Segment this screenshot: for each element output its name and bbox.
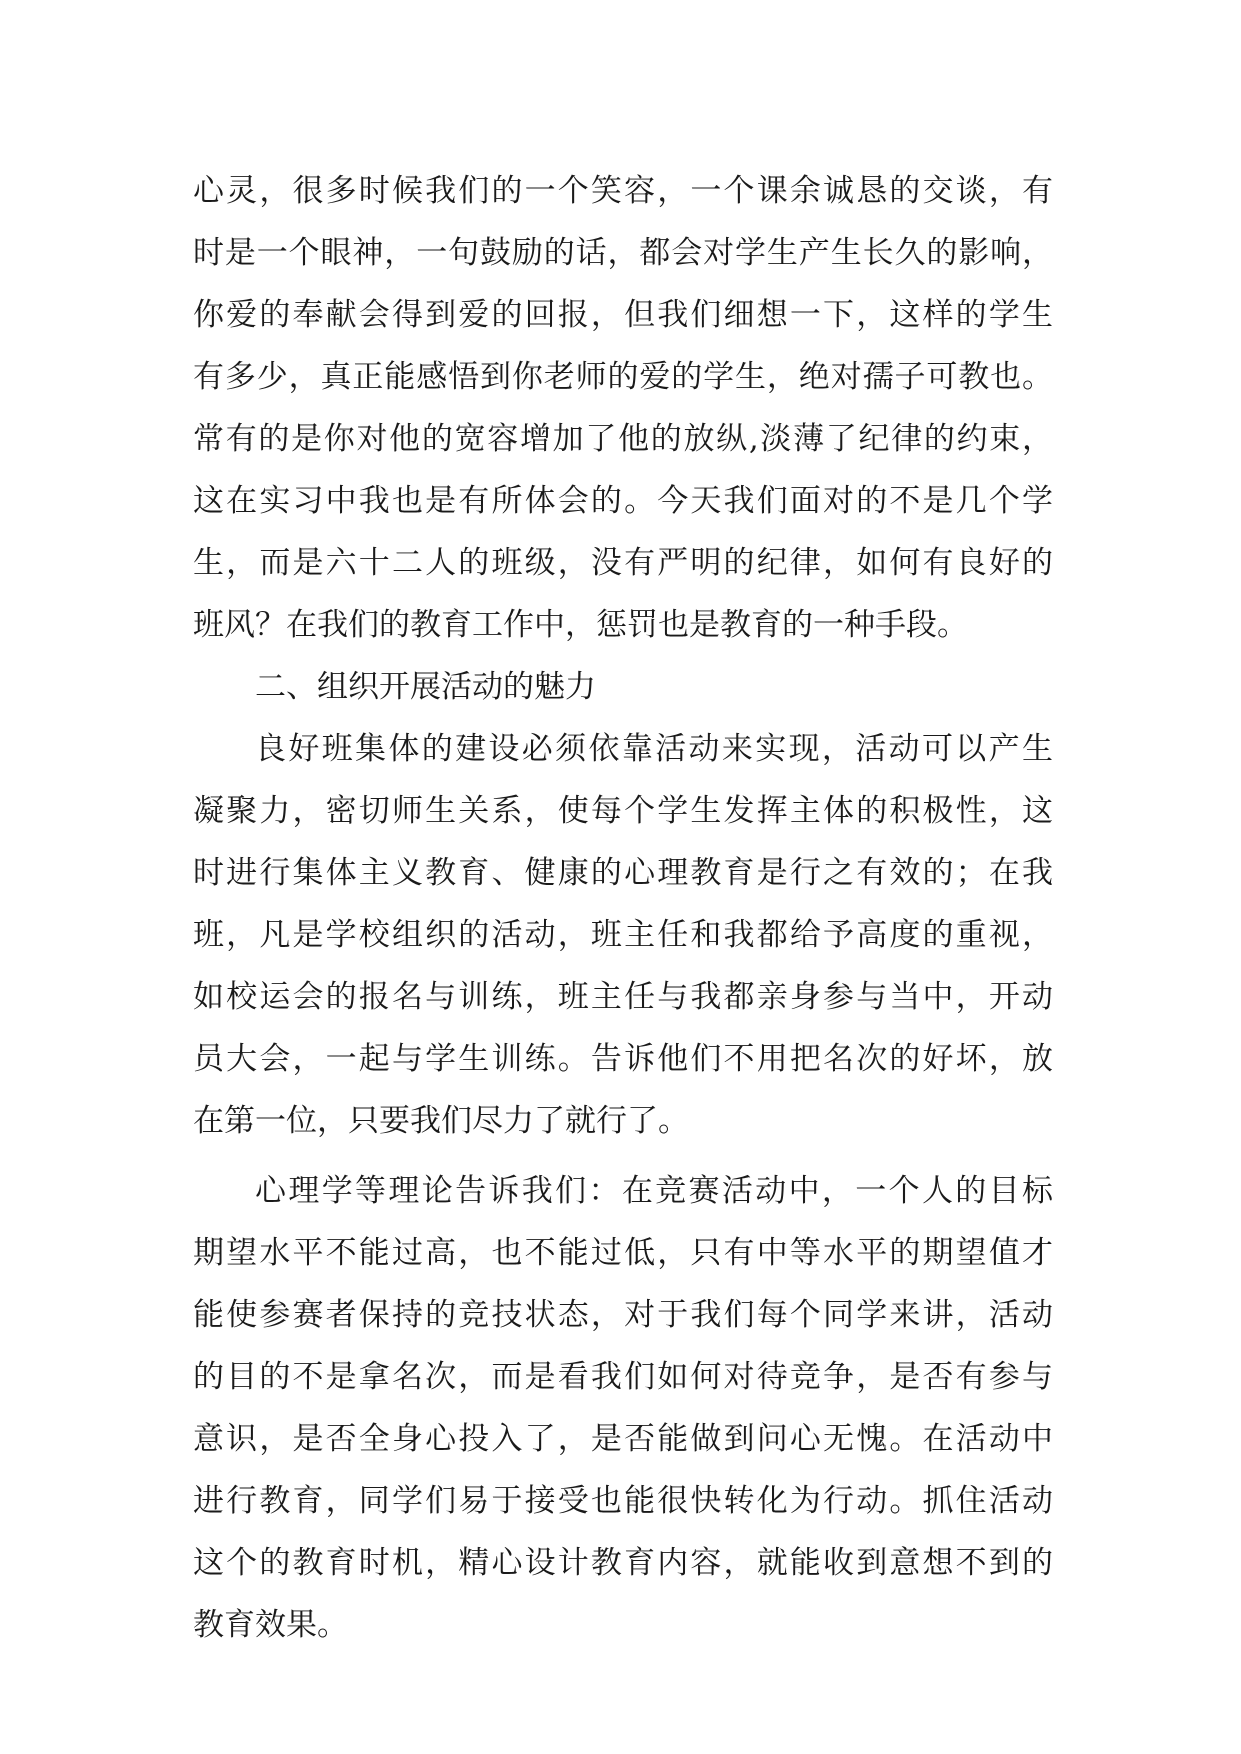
text-line: 你爱的奉献会得到爱的回报，但我们细想一下，这样的学生 <box>193 297 1053 333</box>
text-line: 心灵，很多时候我们的一个笑容，一个课余诚恳的交谈，有 <box>193 173 1053 209</box>
text-line: 教育效果。 <box>193 1607 348 1643</box>
paragraph-3 <box>193 1160 1053 1656</box>
text-line: 时是一个眼神，一句鼓励的话，都会对学生产生长久的影响， <box>193 235 1053 271</box>
section-heading: 二、组织开展活动的魅力 <box>255 669 596 705</box>
text-line: 如校运会的报名与训练，班主任与我都亲身参与当中，开动 <box>193 979 1053 1015</box>
document-body <box>193 160 1053 1656</box>
text-line: 期望水平不能过高，也不能过低，只有中等水平的期望值才 <box>193 1235 1053 1271</box>
text-line: 在第一位，只要我们尽力了就行了。 <box>193 1103 689 1139</box>
text-line: 进行教育，同学们易于接受也能很快转化为行动。抓住活动 <box>193 1483 1053 1519</box>
text-line: 生，而是六十二人的班级，没有严明的纪律，如何有良好的 <box>193 545 1053 581</box>
paragraph-spacer <box>193 1152 1053 1160</box>
text-line: 班风？在我们的教育工作中，惩罚也是教育的一种手段。 <box>193 607 968 643</box>
text-line: 这在实习中我也是有所体会的。今天我们面对的不是几个学 <box>193 483 1053 519</box>
text-line: 心理学等理论告诉我们：在竞赛活动中，一个人的目标 <box>255 1173 1053 1209</box>
text-line: 凝聚力，密切师生关系，使每个学生发挥主体的积极性，这 <box>193 793 1053 829</box>
text-line: 这个的教育时机，精心设计教育内容，就能收到意想不到的 <box>193 1545 1053 1581</box>
text-line: 意识，是否全身心投入了，是否能做到问心无愧。在活动中 <box>193 1421 1053 1457</box>
paragraph-2 <box>193 718 1053 1152</box>
text-line: 常有的是你对他的宽容增加了他的放纵,淡薄了纪律的约束， <box>193 421 1053 457</box>
text-line: 能使参赛者保持的竞技状态，对于我们每个同学来讲，活动 <box>193 1297 1053 1333</box>
text-line: 班，凡是学校组织的活动，班主任和我都给予高度的重视， <box>193 917 1053 953</box>
text-line: 有多少，真正能感悟到你老师的爱的学生，绝对孺子可教也。 <box>193 359 1053 395</box>
text-line: 时进行集体主义教育、健康的心理教育是行之有效的；在我 <box>193 855 1053 891</box>
paragraph-1 <box>193 160 1053 656</box>
text-line: 的目的不是拿名次，而是看我们如何对待竞争，是否有参与 <box>193 1359 1053 1395</box>
text-line: 员大会，一起与学生训练。告诉他们不用把名次的好坏，放 <box>193 1041 1053 1077</box>
text-line: 良好班集体的建设必须依靠活动来实现，活动可以产生 <box>255 731 1053 767</box>
